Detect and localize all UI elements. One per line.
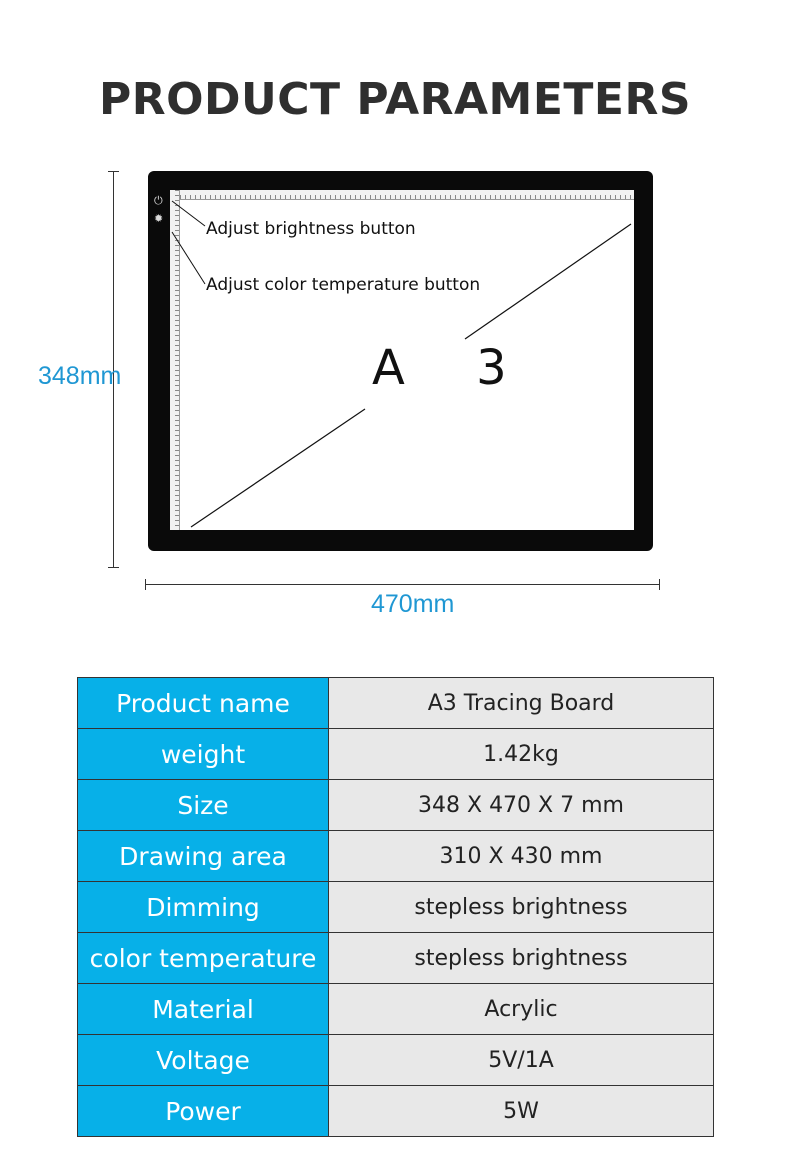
spec-table-body xyxy=(78,678,714,1137)
spec-row xyxy=(78,882,714,933)
spec-row xyxy=(78,933,714,984)
brightness-callout-line xyxy=(172,201,205,226)
spec-label: Drawing area xyxy=(78,831,329,882)
sun-icon: ✹ xyxy=(154,212,164,225)
spec-value: 5W xyxy=(329,1086,714,1137)
power-icon: ⏻ xyxy=(154,194,163,207)
spec-row xyxy=(78,729,714,780)
spec-label: Dimming xyxy=(78,882,329,933)
spec-row xyxy=(78,984,714,1035)
page-title: PRODUCT PARAMETERS xyxy=(98,74,692,125)
spec-row xyxy=(78,1086,714,1137)
spec-label: Material xyxy=(78,984,329,1035)
spec-row xyxy=(78,1035,714,1086)
spec-value: A3 Tracing Board xyxy=(329,678,714,729)
spec-label: Size xyxy=(78,780,329,831)
height-label: 348mm xyxy=(38,362,122,390)
spec-value: 348 X 470 X 7 mm xyxy=(329,780,714,831)
spec-row xyxy=(78,780,714,831)
color-temp-callout: Adjust color temperature button xyxy=(206,275,481,295)
spec-label: weight xyxy=(78,729,329,780)
spec-value: stepless brightness xyxy=(329,933,714,984)
width-dimension-cap-left xyxy=(145,579,146,590)
width-label: 470mm xyxy=(371,590,455,618)
spec-row xyxy=(78,831,714,882)
spec-label: Power xyxy=(78,1086,329,1137)
spec-value: 5V/1A xyxy=(329,1035,714,1086)
spec-label: color temperature xyxy=(78,933,329,984)
diagonal-line-upper xyxy=(465,224,631,339)
spec-value: 310 X 430 mm xyxy=(329,831,714,882)
width-dimension-cap-right xyxy=(659,579,660,590)
brightness-callout: Adjust brightness button xyxy=(206,219,416,239)
spec-table xyxy=(77,677,714,1137)
spec-label: Voltage xyxy=(78,1035,329,1086)
spec-value: stepless brightness xyxy=(329,882,714,933)
spec-label: Product name xyxy=(78,678,329,729)
spec-value: Acrylic xyxy=(329,984,714,1035)
size-mark: A 3 xyxy=(372,340,535,396)
spec-row xyxy=(78,678,714,729)
diagonal-line-lower xyxy=(191,409,365,527)
spec-value: 1.42kg xyxy=(329,729,714,780)
color-temp-callout-line xyxy=(172,232,205,284)
width-dimension-line xyxy=(145,584,660,585)
